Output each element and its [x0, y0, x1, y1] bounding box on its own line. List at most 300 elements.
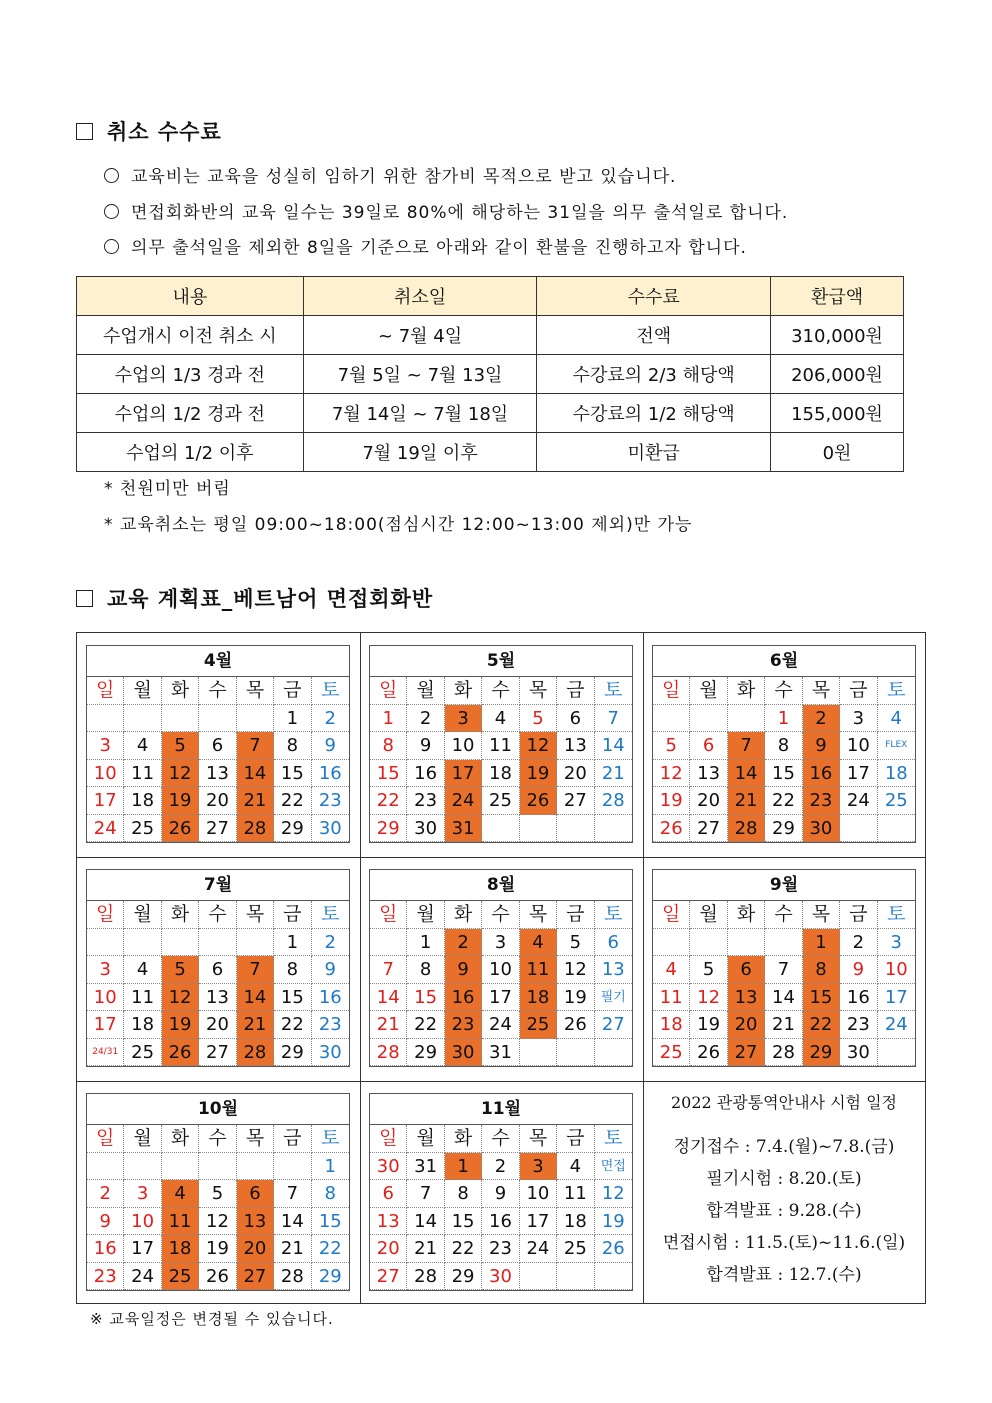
weekday-header: 목 — [237, 677, 274, 705]
calendar-day: 21 — [237, 1011, 274, 1039]
calendar-day: 27 — [690, 815, 727, 843]
calendar-month-title: 10월 — [87, 1094, 349, 1125]
calendar-day: 13 — [199, 984, 236, 1012]
calendar-day: 13 — [237, 1208, 274, 1236]
calendar-day: 19 — [653, 787, 690, 815]
calendar-day: 24 — [878, 1011, 915, 1039]
weekday-header: 수 — [199, 1125, 236, 1153]
weekday-header: 토 — [595, 1125, 632, 1153]
calendar-day: 22 — [803, 1011, 840, 1039]
calendar-empty-cell — [237, 929, 274, 957]
calendar-day: 27 — [199, 1039, 236, 1067]
calendar-day: 21 — [274, 1235, 311, 1263]
calendar-day: 7 — [370, 956, 407, 984]
calendar-day: 28 — [765, 1039, 802, 1067]
calendar-june — [652, 645, 916, 843]
calendar-day: 14 — [237, 984, 274, 1012]
calendar-day: 26 — [162, 815, 199, 843]
calendar-empty-cell — [765, 929, 802, 957]
calendar-empty-cell — [557, 815, 594, 843]
calendar-day: 7 — [274, 1180, 311, 1208]
weekday-header: 수 — [765, 901, 802, 929]
calendar-grid — [370, 901, 632, 1066]
calendar-day: 30 — [312, 815, 349, 843]
calendar-day: 16 — [482, 1208, 519, 1236]
frame-divider — [360, 633, 361, 1303]
calendar-day: 1 — [445, 1153, 482, 1181]
header-content: 내용 — [77, 277, 304, 316]
calendar-empty-cell — [595, 815, 632, 843]
calendar-empty-cell — [237, 1153, 274, 1181]
calendar-day: 30 — [370, 1153, 407, 1181]
calendar-empty-cell — [690, 705, 727, 733]
table-cell: 0원 — [771, 433, 904, 472]
table-cell: 206,000원 — [771, 355, 904, 394]
weekday-header: 월 — [124, 901, 161, 929]
calendar-empty-cell — [199, 929, 236, 957]
calendar-day: 27 — [557, 787, 594, 815]
calendar-day: 8 — [312, 1180, 349, 1208]
frame-divider — [77, 857, 925, 858]
calendar-day: 20 — [728, 1011, 765, 1039]
weekday-header: 금 — [557, 1125, 594, 1153]
calendar-day: 21 — [595, 760, 632, 788]
calendar-day: 10 — [482, 956, 519, 984]
weekday-header: 월 — [407, 677, 444, 705]
calendar-day: FLEX — [878, 732, 915, 760]
calendar-day: 2 — [87, 1180, 124, 1208]
calendar-day: 26 — [557, 1011, 594, 1039]
calendar-day: 26 — [595, 1235, 632, 1263]
cancel-fee-title: 취소 수수료 — [76, 116, 222, 146]
weekday-header: 수 — [482, 901, 519, 929]
calendar-day: 26 — [520, 787, 557, 815]
weekday-header: 월 — [124, 1125, 161, 1153]
table-cell: 수업의 1/2 경과 전 — [77, 394, 304, 433]
calendar-day: 18 — [520, 984, 557, 1012]
calendar-day: 8 — [274, 956, 311, 984]
calendar-day: 25 — [557, 1235, 594, 1263]
calendar-grid — [653, 677, 915, 842]
calendar-day: 10 — [87, 760, 124, 788]
calendar-month-title: 6월 — [653, 646, 915, 677]
calendar-day: 10 — [878, 956, 915, 984]
calendar-empty-cell — [124, 1153, 161, 1181]
calendar-day: 15 — [765, 760, 802, 788]
weekday-header: 일 — [87, 1125, 124, 1153]
calendar-day: 22 — [370, 787, 407, 815]
calendar-day: 19 — [595, 1208, 632, 1236]
calendar-day: 6 — [237, 1180, 274, 1208]
weekday-header: 월 — [690, 901, 727, 929]
weekday-header: 목 — [520, 1125, 557, 1153]
calendar-empty-cell — [728, 929, 765, 957]
calendar-day: 20 — [370, 1235, 407, 1263]
weekday-header: 금 — [274, 901, 311, 929]
calendar-empty-cell — [653, 929, 690, 957]
exam-schedule — [644, 1084, 924, 1291]
calendar-day: 22 — [274, 787, 311, 815]
calendar-day: 24 — [840, 787, 877, 815]
calendar-day: 16 — [840, 984, 877, 1012]
calendar-empty-cell — [728, 705, 765, 733]
table-cell: 수강료의 1/2 해당액 — [537, 394, 771, 433]
calendar-day: 14 — [765, 984, 802, 1012]
calendar-day: 8 — [407, 956, 444, 984]
calendar-day: 13 — [728, 984, 765, 1012]
calendar-day: 28 — [370, 1039, 407, 1067]
calendar-day: 10 — [520, 1180, 557, 1208]
calendar-day: 23 — [482, 1235, 519, 1263]
calendar-day: 10 — [445, 732, 482, 760]
exam-line: 면접시험 : 11.5.(토)~11.6.(일) — [662, 1233, 906, 1253]
weekday-header: 금 — [840, 677, 877, 705]
calendar-day: 6 — [199, 732, 236, 760]
table-row — [77, 355, 904, 394]
calendar-day: 25 — [653, 1039, 690, 1067]
calendar-day: 3 — [87, 956, 124, 984]
calendar-day: 8 — [765, 732, 802, 760]
calendar-month-title: 7월 — [87, 870, 349, 901]
calendar-empty-cell — [690, 929, 727, 957]
calendar-month-title: 4월 — [87, 646, 349, 677]
calendar-day: 14 — [370, 984, 407, 1012]
calendar-day: 6 — [557, 705, 594, 733]
calendar-day: 29 — [274, 1039, 311, 1067]
calendar-day: 7 — [765, 956, 802, 984]
calendar-day: 13 — [370, 1208, 407, 1236]
table-cell: 155,000원 — [771, 394, 904, 433]
weekday-header: 금 — [274, 1125, 311, 1153]
calendar-empty-cell — [162, 1153, 199, 1181]
calendar-may — [369, 645, 633, 843]
calendar-day: 30 — [445, 1039, 482, 1067]
calendar-day: 5 — [199, 1180, 236, 1208]
header-fee: 수수료 — [537, 277, 771, 316]
weekday-header: 목 — [520, 901, 557, 929]
calendar-empty-cell — [274, 1153, 311, 1181]
calendar-day: 5 — [690, 956, 727, 984]
calendar-day: 18 — [124, 787, 161, 815]
calendar-day: 29 — [803, 1039, 840, 1067]
calendar-day: 5 — [520, 705, 557, 733]
calendar-empty-cell — [878, 815, 915, 843]
weekday-header: 금 — [557, 677, 594, 705]
weekday-header: 일 — [370, 1125, 407, 1153]
calendar-day: 6 — [199, 956, 236, 984]
calendar-day: 1 — [407, 929, 444, 957]
weekday-header: 수 — [199, 901, 236, 929]
calendar-day: 19 — [690, 1011, 727, 1039]
calendar-empty-cell — [237, 705, 274, 733]
calendar-day: 24 — [87, 815, 124, 843]
table-row — [77, 433, 904, 472]
calendar-day: 14 — [728, 760, 765, 788]
bullet-2: 면접회화반의 교육 일수는 39일로 80%에 해당하는 31일을 의무 출석일로 합니다. — [104, 198, 788, 223]
table-cell: 수업의 1/2 이후 — [77, 433, 304, 472]
calendar-day: 13 — [595, 956, 632, 984]
calendar-day: 17 — [445, 760, 482, 788]
weekday-header: 토 — [312, 1125, 349, 1153]
calendar-empty-cell — [199, 705, 236, 733]
calendar-empty-cell — [482, 815, 519, 843]
calendar-day: 23 — [87, 1263, 124, 1291]
note-cancel-hours: * 교육취소는 평일 09:00~18:00(점심시간 12:00~13:00 제외)만 가능 — [104, 515, 693, 535]
calendar-day: 20 — [690, 787, 727, 815]
calendar-day: 2 — [407, 705, 444, 733]
calendar-day: 2 — [840, 929, 877, 957]
calendar-day: 4 — [520, 929, 557, 957]
calendar-day: 28 — [728, 815, 765, 843]
weekday-header: 일 — [653, 901, 690, 929]
calendar-day: 23 — [445, 1011, 482, 1039]
calendar-day: 3 — [482, 929, 519, 957]
calendar-day: 24 — [482, 1011, 519, 1039]
table-cell: 7월 14일 ~ 7월 18일 — [303, 394, 537, 433]
calendar-day: 6 — [595, 929, 632, 957]
calendar-day: 28 — [237, 1039, 274, 1067]
calendar-month-title: 9월 — [653, 870, 915, 901]
refund-fee-table — [76, 276, 904, 472]
calendar-day: 20 — [199, 787, 236, 815]
calendar-day: 12 — [162, 760, 199, 788]
weekday-header: 목 — [520, 677, 557, 705]
exam-schedule-title: 2022 관광통역안내사 시험 일정 — [671, 1093, 897, 1112]
calendar-empty-cell — [87, 705, 124, 733]
calendar-day: 31 — [482, 1039, 519, 1067]
calendar-day: 30 — [407, 815, 444, 843]
calendar-day: 27 — [370, 1263, 407, 1291]
weekday-header: 토 — [312, 901, 349, 929]
calendar-day: 29 — [312, 1263, 349, 1291]
calendar-empty-cell — [595, 1039, 632, 1067]
calendar-month-title: 8월 — [370, 870, 632, 901]
calendar-day: 17 — [482, 984, 519, 1012]
table-cell: 수업의 1/3 경과 전 — [77, 355, 304, 394]
calendar-empty-cell — [162, 705, 199, 733]
calendar-day: 10 — [87, 984, 124, 1012]
calendar-day: 17 — [520, 1208, 557, 1236]
calendar-day: 6 — [690, 732, 727, 760]
calendar-day: 3 — [87, 732, 124, 760]
calendar-day: 10 — [840, 732, 877, 760]
calendar-day: 26 — [162, 1039, 199, 1067]
calendar-day: 24 — [124, 1263, 161, 1291]
weekday-header: 화 — [162, 677, 199, 705]
calendar-day: 20 — [557, 760, 594, 788]
calendar-day: 5 — [653, 732, 690, 760]
calendar-day: 11 — [162, 1208, 199, 1236]
calendar-day: 29 — [274, 815, 311, 843]
calendar-empty-cell — [124, 705, 161, 733]
calendar-day: 2 — [312, 705, 349, 733]
table-cell: 7월 19일 이후 — [303, 433, 537, 472]
calendar-day: 27 — [199, 815, 236, 843]
calendar-grid — [653, 901, 915, 1066]
table-cell: 미환급 — [537, 433, 771, 472]
table-header-row — [77, 277, 904, 316]
calendar-day: 7 — [728, 732, 765, 760]
weekday-header: 화 — [162, 901, 199, 929]
calendar-day: 11 — [653, 984, 690, 1012]
calendar-day: 29 — [445, 1263, 482, 1291]
calendar-day: 12 — [162, 984, 199, 1012]
calendar-april — [86, 645, 350, 843]
calendar-day: 16 — [312, 984, 349, 1012]
weekday-header: 금 — [557, 901, 594, 929]
calendar-grid — [87, 677, 349, 842]
weekday-header: 화 — [445, 677, 482, 705]
calendar-day: 8 — [803, 956, 840, 984]
calendar-day: 4 — [653, 956, 690, 984]
calendar-day: 8 — [370, 732, 407, 760]
calendar-day: 18 — [162, 1235, 199, 1263]
weekday-header: 화 — [162, 1125, 199, 1153]
calendar-day: 16 — [445, 984, 482, 1012]
calendar-day: 1 — [803, 929, 840, 957]
calendar-day: 11 — [557, 1180, 594, 1208]
calendar-day: 22 — [445, 1235, 482, 1263]
weekday-header: 토 — [595, 677, 632, 705]
calendar-day: 2 — [482, 1153, 519, 1181]
calendar-day: 15 — [803, 984, 840, 1012]
calendar-day: 26 — [653, 815, 690, 843]
calendar-day: 12 — [595, 1180, 632, 1208]
weekday-header: 화 — [728, 677, 765, 705]
weekday-header: 수 — [765, 677, 802, 705]
calendar-day: 18 — [653, 1011, 690, 1039]
calendar-day: 9 — [840, 956, 877, 984]
calendar-day: 21 — [765, 1011, 802, 1039]
calendar-day: 21 — [370, 1011, 407, 1039]
calendar-day: 19 — [557, 984, 594, 1012]
calendar-day: 29 — [765, 815, 802, 843]
calendar-day: 30 — [482, 1263, 519, 1291]
calendar-empty-cell — [162, 929, 199, 957]
weekday-header: 일 — [370, 677, 407, 705]
calendar-day: 15 — [407, 984, 444, 1012]
calendar-day: 15 — [274, 760, 311, 788]
calendar-day: 28 — [407, 1263, 444, 1291]
calendar-day: 17 — [840, 760, 877, 788]
calendar-day: 11 — [482, 732, 519, 760]
calendar-month-title: 5월 — [370, 646, 632, 677]
calendar-grid — [370, 1125, 632, 1290]
exam-line: 필기시험 : 8.20.(토) — [706, 1169, 862, 1189]
exam-line: 합격발표 : 9.28.(수) — [706, 1201, 862, 1221]
calendar-day: 25 — [482, 787, 519, 815]
calendar-day: 9 — [407, 732, 444, 760]
calendar-day: 19 — [162, 787, 199, 815]
checkbox-square-icon — [76, 590, 93, 607]
calendar-day: 3 — [520, 1153, 557, 1181]
calendar-day: 30 — [312, 1039, 349, 1067]
calendar-day: 19 — [520, 760, 557, 788]
calendar-day: 22 — [407, 1011, 444, 1039]
calendar-day: 27 — [595, 1011, 632, 1039]
calendar-day: 27 — [728, 1039, 765, 1067]
circle-bullet-icon — [104, 239, 119, 254]
weekday-header: 월 — [124, 677, 161, 705]
calendar-day: 23 — [312, 1011, 349, 1039]
weekday-header: 일 — [87, 901, 124, 929]
table-cell: 310,000원 — [771, 316, 904, 355]
calendar-day: 13 — [199, 760, 236, 788]
calendar-day: 3 — [124, 1180, 161, 1208]
calendar-day: 23 — [312, 787, 349, 815]
calendar-day: 4 — [162, 1180, 199, 1208]
table-cell: 수업개시 이전 취소 시 — [77, 316, 304, 355]
weekday-header: 목 — [237, 901, 274, 929]
calendar-day: 25 — [520, 1011, 557, 1039]
calendar-empty-cell — [878, 1039, 915, 1067]
calendar-day: 2 — [803, 705, 840, 733]
calendar-day: 4 — [482, 705, 519, 733]
calendar-day: 20 — [237, 1235, 274, 1263]
calendar-day: 25 — [124, 1039, 161, 1067]
calendar-day: 22 — [274, 1011, 311, 1039]
header-cancel-date: 취소일 — [303, 277, 537, 316]
calendar-month-title: 11월 — [370, 1094, 632, 1125]
calendar-empty-cell — [840, 815, 877, 843]
calendar-day: 24 — [520, 1235, 557, 1263]
calendar-day: 23 — [803, 787, 840, 815]
weekday-header: 토 — [878, 901, 915, 929]
table-cell: 전액 — [537, 316, 771, 355]
calendar-empty-cell — [520, 1039, 557, 1067]
calendar-day: 16 — [312, 760, 349, 788]
calendar-day: 4 — [878, 705, 915, 733]
calendar-day: 5 — [162, 956, 199, 984]
weekday-header: 토 — [312, 677, 349, 705]
table-row — [77, 394, 904, 433]
weekday-header: 토 — [878, 677, 915, 705]
calendar-day: 21 — [728, 787, 765, 815]
calendar-day: 22 — [765, 787, 802, 815]
calendar-day: 19 — [162, 1011, 199, 1039]
calendar-day: 25 — [124, 815, 161, 843]
calendar-day: 9 — [87, 1208, 124, 1236]
calendar-day: 23 — [840, 1011, 877, 1039]
calendar-day: 12 — [653, 760, 690, 788]
calendar-day: 필기 — [595, 984, 632, 1012]
calendar-empty-cell — [595, 1263, 632, 1291]
calendar-day: 25 — [878, 787, 915, 815]
calendar-day: 12 — [199, 1208, 236, 1236]
calendar-grid — [87, 901, 349, 1066]
calendar-day: 3 — [840, 705, 877, 733]
calendar-day: 21 — [237, 787, 274, 815]
calendar-empty-cell — [124, 929, 161, 957]
weekday-header: 금 — [274, 677, 311, 705]
calendar-july — [86, 869, 350, 1067]
weekday-header: 토 — [595, 901, 632, 929]
calendar-day: 4 — [557, 1153, 594, 1181]
circle-bullet-icon — [104, 168, 119, 183]
calendar-day: 9 — [482, 1180, 519, 1208]
calendar-day: 12 — [520, 732, 557, 760]
calendar-day: 8 — [445, 1180, 482, 1208]
calendar-day: 25 — [162, 1263, 199, 1291]
calendar-day: 7 — [595, 705, 632, 733]
weekday-header: 목 — [237, 1125, 274, 1153]
weekday-header: 화 — [445, 1125, 482, 1153]
calendar-day: 6 — [728, 956, 765, 984]
bullet-1: 교육비는 교육을 성실히 임하기 위한 참가비 목적으로 받고 있습니다. — [104, 162, 676, 187]
calendar-day: 5 — [557, 929, 594, 957]
calendar-empty-cell — [199, 1153, 236, 1181]
calendar-day: 17 — [87, 787, 124, 815]
